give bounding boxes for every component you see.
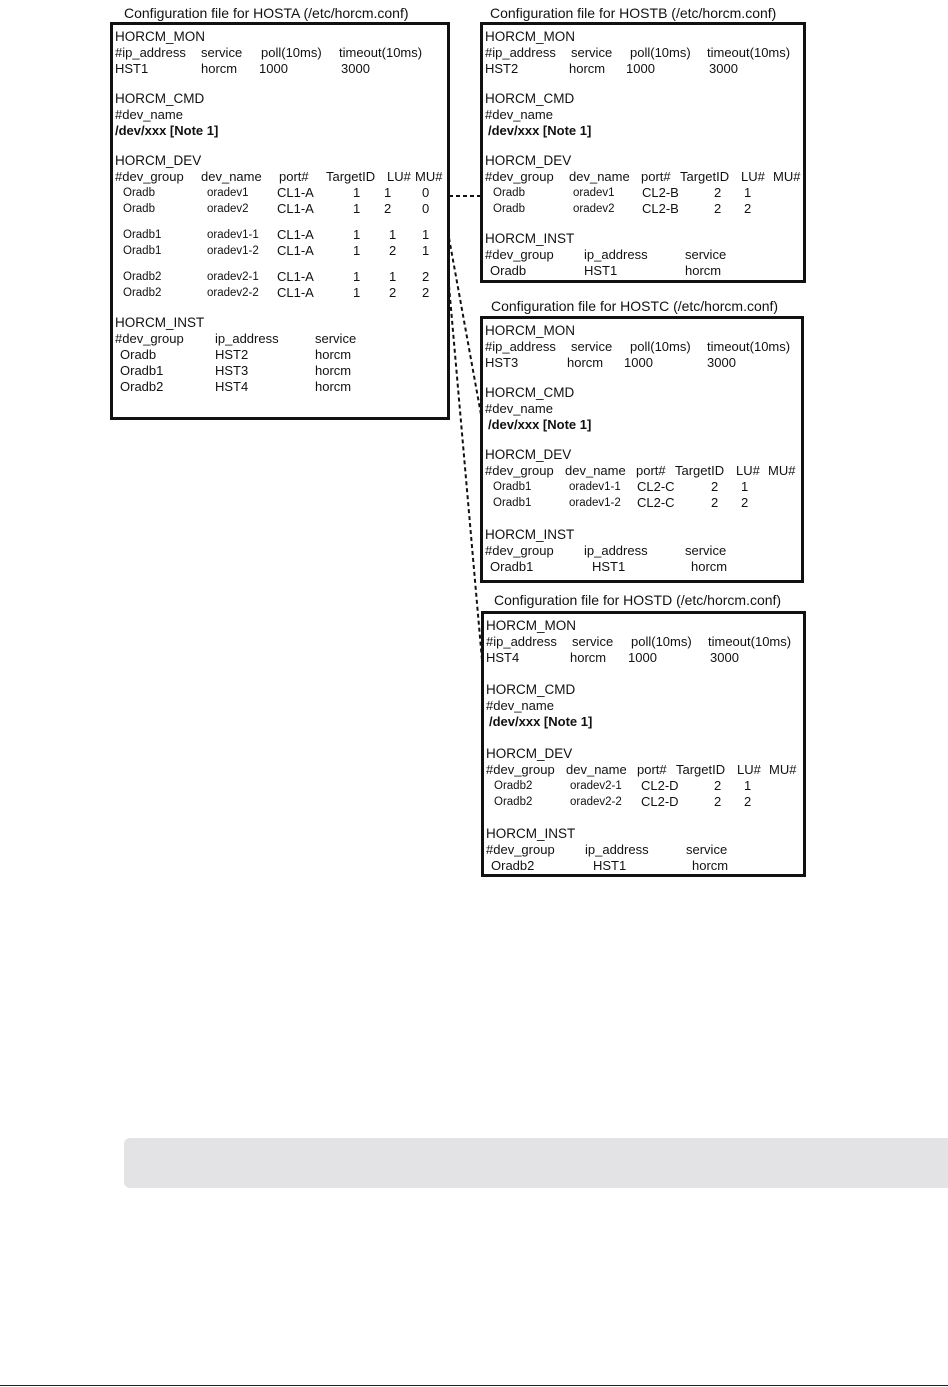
column-header: poll(10ms) <box>631 634 692 649</box>
column-header: #dev_group <box>485 543 554 558</box>
column-header-row <box>485 463 801 479</box>
column-header: #dev_group <box>485 463 554 478</box>
device-path: /dev/xxx [Note 1] <box>115 123 219 138</box>
cell: CL1-A <box>277 227 314 242</box>
device-path: /dev/xxx [Note 1] <box>489 714 593 729</box>
cell: horcm <box>201 61 238 76</box>
table-row <box>486 778 803 794</box>
cell: CL1-A <box>277 269 314 284</box>
column-header: TargetID <box>680 169 730 184</box>
hosta-config-box <box>110 22 450 420</box>
cell: horcm <box>691 559 728 574</box>
cell: Oradb2 <box>123 271 162 283</box>
cell: oradev2 <box>207 203 249 215</box>
hostd-dev-section <box>486 746 803 810</box>
column-header: MU# <box>415 169 443 184</box>
section-title: HORCM_MON <box>485 29 575 44</box>
column-header: #ip_address <box>485 45 556 60</box>
cell: 2 <box>714 778 722 793</box>
column-header-row <box>115 169 447 185</box>
cell: CL2-B <box>642 185 679 200</box>
cell: Oradb <box>123 187 155 199</box>
cell: Oradb1 <box>123 245 162 257</box>
section-title: HORCM_CMD <box>485 385 575 400</box>
column-header: port# <box>641 169 671 184</box>
column-header-row <box>485 543 801 559</box>
hostb-cmd-section <box>485 91 803 139</box>
cell: Oradb1 <box>490 559 534 574</box>
cell: CL1-A <box>277 185 314 200</box>
cell: CL1-A <box>277 201 314 216</box>
column-header: TargetID <box>326 169 376 184</box>
column-header-row <box>485 169 803 185</box>
cell: horcm <box>685 263 722 278</box>
column-header: #dev_group <box>485 247 554 262</box>
hostc-config-box <box>480 316 804 583</box>
table-row <box>115 201 447 217</box>
table-row <box>485 61 803 77</box>
cell: HST4 <box>215 379 249 394</box>
cell: 1 <box>389 227 397 242</box>
column-header: poll(10ms) <box>261 45 322 60</box>
cell: CL2-C <box>637 479 675 494</box>
cell: 2 <box>711 479 719 494</box>
column-header: #dev_group <box>115 169 184 184</box>
column-header: #dev_group <box>485 169 554 184</box>
cell: horcm <box>570 650 607 665</box>
column-header-row <box>486 698 803 714</box>
section-title: HORCM_INST <box>485 527 575 542</box>
cell: 1000 <box>624 355 653 370</box>
hostd-caption: Configuration file for HOSTD (/etc/horcm.conf) <box>494 592 782 608</box>
table-row <box>115 363 447 379</box>
column-header-row <box>486 762 803 778</box>
note-bar <box>124 1138 948 1188</box>
hosta-cmd-section <box>115 91 447 139</box>
cell: CL2-C <box>637 495 675 510</box>
table-row <box>486 650 803 666</box>
column-header: service <box>686 842 728 857</box>
cell: horcm <box>315 347 352 362</box>
cell: Oradb <box>493 187 525 199</box>
connector-oradb1 <box>449 238 482 420</box>
column-header: service <box>571 45 613 60</box>
table-row <box>485 495 801 511</box>
cell: HST3 <box>215 363 249 378</box>
column-header-row <box>485 401 801 417</box>
cell: oradev2-2 <box>207 287 259 299</box>
cell: 1 <box>422 243 430 258</box>
cell: Oradb <box>120 347 157 362</box>
column-header: LU# <box>741 169 765 184</box>
section-title: HORCM_CMD <box>115 91 205 106</box>
section-title: HORCM_CMD <box>486 682 576 697</box>
cell: Oradb2 <box>494 780 533 792</box>
cell: horcm <box>692 858 729 873</box>
table-row <box>486 858 803 874</box>
footer-divider <box>0 1385 948 1386</box>
cell: HST1 <box>592 559 626 574</box>
column-header-row <box>485 45 803 61</box>
hostd-inst-section <box>486 826 803 874</box>
cell: Oradb2 <box>494 796 533 808</box>
column-header: #dev_group <box>115 331 184 346</box>
cell: Oradb <box>123 203 155 215</box>
table-row <box>485 559 801 575</box>
cell: Oradb2 <box>123 287 162 299</box>
cell: oradev2 <box>573 203 615 215</box>
cell: 1 <box>384 185 392 200</box>
hostc-cmd-section <box>485 385 801 433</box>
cell: 1000 <box>628 650 657 665</box>
cell: CL1-A <box>277 243 314 258</box>
column-header: port# <box>637 762 667 777</box>
hostc-mon-section <box>485 323 801 371</box>
cell: Oradb1 <box>123 229 162 241</box>
hostc-caption: Configuration file for HOSTC (/etc/horcm.conf) <box>491 298 779 314</box>
table-row <box>115 61 447 77</box>
cell: Oradb1 <box>493 481 532 493</box>
section-title: HORCM_INST <box>115 315 205 330</box>
cell: 1 <box>389 269 397 284</box>
cell: HST1 <box>584 263 618 278</box>
column-header-row <box>115 45 447 61</box>
cell: 2 <box>714 794 722 809</box>
cell: 3000 <box>341 61 370 76</box>
hostd-config-box <box>481 611 806 877</box>
cell: Oradb2 <box>120 379 164 394</box>
column-header: MU# <box>769 762 797 777</box>
column-header: service <box>201 45 243 60</box>
cell: 0 <box>422 185 430 200</box>
table-row <box>486 794 803 810</box>
device-path: /dev/xxx [Note 1] <box>488 417 592 432</box>
column-header-row <box>486 634 803 650</box>
cell: 1 <box>353 201 361 216</box>
cell: 2 <box>389 243 397 258</box>
hostb-caption: Configuration file for HOSTB (/etc/horcm.conf) <box>490 5 777 21</box>
cell: 3000 <box>707 355 736 370</box>
cell: horcm <box>315 363 352 378</box>
cell: oradev2-2 <box>570 796 622 808</box>
device-path: /dev/xxx [Note 1] <box>488 123 592 138</box>
cell: 1000 <box>259 61 288 76</box>
hosta-caption: Configuration file for HOSTA (/etc/horcm.conf) <box>124 5 409 21</box>
column-header: timeout(10ms) <box>339 45 423 60</box>
column-header: LU# <box>737 762 761 777</box>
hostb-config-box <box>480 22 806 283</box>
cell: 3000 <box>710 650 739 665</box>
column-header: service <box>571 339 613 354</box>
cell: 1 <box>744 185 752 200</box>
column-header: service <box>685 543 727 558</box>
cell: 1 <box>744 778 752 793</box>
cell: Oradb1 <box>120 363 164 378</box>
cell: oradev2-1 <box>570 780 622 792</box>
section-title: HORCM_DEV <box>485 153 572 168</box>
cell: horcm <box>569 61 606 76</box>
cell: 1 <box>422 227 430 242</box>
section-title: HORCM_DEV <box>485 447 572 462</box>
column-header: #dev_name <box>485 107 553 122</box>
hostb-dev-section <box>485 153 803 217</box>
column-header: #dev_name <box>115 107 183 122</box>
cell: 1 <box>741 479 749 494</box>
table-row <box>115 347 447 363</box>
column-header: ip_address <box>584 247 648 262</box>
cell: oradev1 <box>573 187 615 199</box>
cell: 2 <box>422 269 430 284</box>
hostc-inst-section <box>485 527 801 575</box>
cell: Oradb <box>490 263 527 278</box>
table-row <box>485 479 801 495</box>
column-header: dev_name <box>566 762 627 777</box>
table-row <box>485 355 801 371</box>
column-header: dev_name <box>569 169 630 184</box>
column-header: #dev_name <box>485 401 553 416</box>
table-row <box>115 185 447 201</box>
section-title: HORCM_DEV <box>486 746 573 761</box>
column-header-row <box>485 247 803 263</box>
column-header: MU# <box>773 169 801 184</box>
cell: CL2-D <box>641 794 679 809</box>
column-header: ip_address <box>215 331 279 346</box>
column-header: port# <box>279 169 309 184</box>
column-header: ip_address <box>585 842 649 857</box>
column-header: service <box>315 331 357 346</box>
column-header: ip_address <box>584 543 648 558</box>
table-row <box>115 285 447 301</box>
cell: 2 <box>389 285 397 300</box>
column-header: TargetID <box>676 762 726 777</box>
table-row <box>115 227 447 243</box>
column-header: MU# <box>768 463 796 478</box>
column-header-row <box>485 339 801 355</box>
cell: oradev1-2 <box>207 245 259 257</box>
cell: horcm <box>567 355 604 370</box>
section-title: HORCM_MON <box>115 29 205 44</box>
table-row <box>485 185 803 201</box>
column-header: #dev_name <box>486 698 554 713</box>
cell: 2 <box>714 185 722 200</box>
cell: 1 <box>353 269 361 284</box>
cell: 1 <box>353 243 361 258</box>
column-header: poll(10ms) <box>630 45 691 60</box>
cell: HST3 <box>485 355 519 370</box>
section-title: HORCM_DEV <box>115 153 202 168</box>
cell: 1000 <box>626 61 655 76</box>
section-title: HORCM_INST <box>486 826 576 841</box>
cell: oradev1 <box>207 187 249 199</box>
column-header: #dev_group <box>486 762 555 777</box>
column-header: #ip_address <box>115 45 186 60</box>
cell: Oradb1 <box>493 497 532 509</box>
cell: oradev1-1 <box>207 229 259 241</box>
cell: 0 <box>422 201 430 216</box>
hostb-mon-section <box>485 29 803 77</box>
hosta-inst-section <box>115 315 447 395</box>
cell: 2 <box>711 495 719 510</box>
column-header: timeout(10ms) <box>707 339 791 354</box>
table-row <box>115 269 447 285</box>
hostc-dev-section <box>485 447 801 511</box>
cell: 1 <box>353 285 361 300</box>
hostb-inst-section <box>485 231 803 279</box>
cell: HST1 <box>593 858 627 873</box>
column-header: dev_name <box>201 169 262 184</box>
table-row <box>115 379 447 395</box>
column-header: LU# <box>736 463 760 478</box>
table-row <box>485 263 803 279</box>
cell: Oradb2 <box>491 858 535 873</box>
hosta-mon-section <box>115 29 447 77</box>
column-header: #ip_address <box>486 634 557 649</box>
cell: CL2-D <box>641 778 679 793</box>
column-header-row <box>486 842 803 858</box>
column-header: #ip_address <box>485 339 556 354</box>
cell: CL2-B <box>642 201 679 216</box>
hostd-mon-section <box>486 618 803 666</box>
column-header-row <box>115 331 447 347</box>
hosta-dev-section <box>115 153 447 301</box>
column-header: service <box>572 634 614 649</box>
cell: oradev1-2 <box>569 497 621 509</box>
hostd-cmd-section <box>486 682 803 730</box>
table-row <box>115 243 447 259</box>
cell: oradev2-1 <box>207 271 259 283</box>
column-header-row <box>485 107 803 123</box>
column-header: LU# <box>387 169 411 184</box>
cell: 2 <box>714 201 722 216</box>
cell: 1 <box>353 227 361 242</box>
column-header: port# <box>636 463 666 478</box>
column-header: dev_name <box>565 463 626 478</box>
cell: 3000 <box>709 61 738 76</box>
column-header: poll(10ms) <box>630 339 691 354</box>
cell: 2 <box>744 201 752 216</box>
column-header: timeout(10ms) <box>707 45 791 60</box>
cell: HST4 <box>486 650 520 665</box>
cell: CL1-A <box>277 285 314 300</box>
cell: HST2 <box>485 61 519 76</box>
cell: 2 <box>384 201 392 216</box>
cell: HST1 <box>115 61 149 76</box>
cell: 1 <box>353 185 361 200</box>
table-row <box>485 201 803 217</box>
section-title: HORCM_MON <box>485 323 575 338</box>
cell: oradev1-1 <box>569 481 621 493</box>
cell: 2 <box>741 495 749 510</box>
column-header-row <box>115 107 447 123</box>
connector-oradb2 <box>449 286 482 660</box>
section-title: HORCM_MON <box>486 618 576 633</box>
column-header: #dev_group <box>486 842 555 857</box>
cell: 2 <box>422 285 430 300</box>
section-title: HORCM_INST <box>485 231 575 246</box>
cell: 2 <box>744 794 752 809</box>
cell: HST2 <box>215 347 249 362</box>
section-title: HORCM_CMD <box>485 91 575 106</box>
cell: horcm <box>315 379 352 394</box>
column-header: timeout(10ms) <box>708 634 792 649</box>
column-header: TargetID <box>675 463 725 478</box>
cell: Oradb <box>493 203 525 215</box>
column-header: service <box>685 247 727 262</box>
